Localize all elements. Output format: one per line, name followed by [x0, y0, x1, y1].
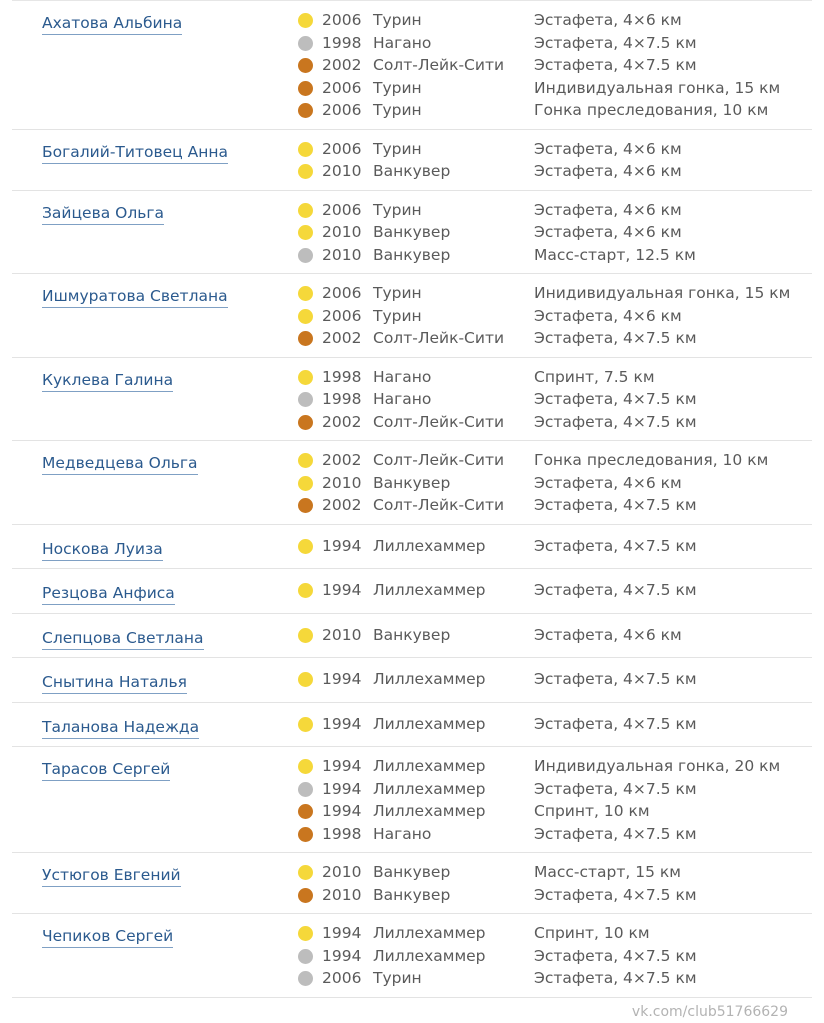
medal-year: 1994: [322, 714, 362, 733]
medal-city: Турин: [373, 306, 422, 325]
medal-row: [12, 305, 812, 328]
silver-medal-icon: [298, 971, 313, 986]
medal-city: Нагано: [373, 33, 432, 52]
bronze-medal-icon: [298, 888, 313, 903]
medal-list: [12, 922, 812, 990]
medal-year: 2002: [322, 496, 362, 514]
medal-list: [12, 199, 812, 267]
athlete-list: [12, 9, 812, 998]
medal-city: Лиллехаммер: [373, 946, 486, 965]
medal-row: [12, 800, 812, 823]
medal-list: [12, 9, 812, 122]
medal-event: Спринт, 7.5 км: [534, 367, 655, 386]
medal-row: [12, 668, 812, 691]
bronze-medal-icon: [298, 804, 313, 819]
gold-medal-icon: [298, 225, 313, 240]
medal-year: 2002: [322, 329, 362, 347]
athlete-block: [12, 614, 812, 659]
medal-city: Солт-Лейк-Сити: [373, 451, 505, 469]
athlete-block: [12, 191, 812, 275]
medal-year: 2006: [322, 200, 362, 219]
medal-year: 2002: [322, 56, 362, 74]
medal-event: Эстафета, 4×6 км: [534, 11, 682, 29]
medal-row: [12, 967, 812, 990]
bronze-medal-icon: [298, 498, 313, 513]
medal-year: 1998: [322, 824, 362, 843]
medal-row: [12, 411, 812, 434]
medal-year: 1998: [322, 390, 362, 408]
medal-year: 2002: [322, 412, 362, 431]
athlete-block: [12, 747, 812, 853]
medal-year: 2006: [322, 139, 362, 158]
athlete-name-link[interactable]: Тарасов Сергей: [42, 760, 170, 781]
medal-year: 1994: [322, 924, 362, 942]
gold-medal-icon: [298, 476, 313, 491]
medal-event: Эстафета, 4×7.5 км: [534, 824, 697, 843]
medal-city: Ванкувер: [373, 223, 451, 241]
medal-year: 2006: [322, 101, 362, 119]
athlete-name-link[interactable]: Зайцева Ольга: [42, 204, 164, 225]
athlete-name-link[interactable]: Резцова Анфиса: [42, 584, 175, 605]
medal-event: Эстафета, 4×7.5 км: [534, 496, 697, 514]
medal-event: Эстафета, 4×7.5 км: [534, 329, 697, 347]
medal-city: Турин: [373, 101, 422, 119]
medal-list: [12, 624, 812, 647]
medal-row: [12, 624, 812, 647]
medal-event: Масс-старт, 15 км: [534, 863, 681, 881]
medal-event: Эстафета, 4×7.5 км: [534, 885, 697, 904]
medal-event: Эстафета, 4×7.5 км: [534, 56, 697, 74]
medal-list: [12, 579, 812, 602]
medal-year: 2010: [322, 625, 362, 644]
medal-row: [12, 535, 812, 558]
medal-city: Турин: [373, 200, 422, 219]
medal-event: Эстафета, 4×7.5 км: [534, 581, 697, 599]
gold-medal-icon: [298, 583, 313, 598]
medal-event: Эстафета, 4×7.5 км: [534, 33, 697, 52]
medal-event: Эстафета, 4×6 км: [534, 223, 682, 241]
medal-year: 2006: [322, 969, 362, 987]
medal-row: [12, 199, 812, 222]
medal-row: [12, 160, 812, 183]
medal-list: [12, 366, 812, 434]
bronze-medal-icon: [298, 827, 313, 842]
athlete-name-link[interactable]: Таланова Надежда: [42, 718, 199, 739]
medal-year: 2002: [322, 451, 362, 469]
silver-medal-icon: [298, 248, 313, 263]
medal-year: 1994: [322, 536, 362, 555]
athlete-block: [12, 9, 812, 130]
medal-year: 2006: [322, 78, 362, 97]
medal-year: 1998: [322, 33, 362, 52]
medal-event: Эстафета, 4×6 км: [534, 625, 682, 644]
medal-city: Ванкувер: [373, 162, 451, 180]
medal-year: 2010: [322, 473, 362, 492]
medal-city: Нагано: [373, 390, 432, 408]
medal-year: 1994: [322, 802, 362, 820]
medal-row: [12, 922, 812, 945]
medal-year: 1994: [322, 670, 362, 688]
silver-medal-icon: [298, 36, 313, 51]
medal-city: Солт-Лейк-Сити: [373, 496, 505, 514]
medal-row: [12, 861, 812, 884]
athlete-name-link[interactable]: Богалий-Титовец Анна: [42, 143, 228, 164]
medal-event: Масс-старт, 12.5 км: [534, 245, 696, 264]
medal-event: Эстафета, 4×6 км: [534, 306, 682, 325]
medal-row: [12, 54, 812, 77]
bronze-medal-icon: [298, 103, 313, 118]
medal-event: Индивидуальная гонка, 15 км: [534, 78, 781, 97]
athlete-name-link[interactable]: Ахатова Альбина: [42, 14, 182, 35]
gold-medal-icon: [298, 164, 313, 179]
medal-event: Эстафета, 4×6 км: [534, 139, 682, 158]
medal-row: [12, 579, 812, 602]
medal-city: Солт-Лейк-Сити: [373, 56, 505, 74]
medal-city: Лиллехаммер: [373, 714, 486, 733]
athlete-name-link[interactable]: Чепиков Сергей: [42, 927, 173, 948]
medal-city: Нагано: [373, 367, 432, 386]
medal-city: Ванкувер: [373, 625, 451, 644]
medal-city: Лиллехаммер: [373, 670, 486, 688]
medal-event: Эстафета, 4×7.5 км: [534, 536, 697, 555]
medal-row: [12, 327, 812, 350]
medal-row: [12, 494, 812, 517]
medal-row: [12, 388, 812, 411]
gold-medal-icon: [298, 865, 313, 880]
medal-city: Лиллехаммер: [373, 779, 486, 798]
medal-city: Турин: [373, 139, 422, 158]
medal-list: [12, 138, 812, 183]
medal-city: Лиллехаммер: [373, 536, 486, 555]
bronze-medal-icon: [298, 415, 313, 430]
athlete-name-link[interactable]: Снытина Наталья: [42, 673, 187, 694]
gold-medal-icon: [298, 453, 313, 468]
medal-city: Турин: [373, 969, 422, 987]
medal-year: 2010: [322, 885, 362, 904]
silver-medal-icon: [298, 949, 313, 964]
medal-row: [12, 449, 812, 472]
athlete-block: [12, 914, 812, 998]
gold-medal-icon: [298, 142, 313, 157]
athlete-block: [12, 358, 812, 442]
gold-medal-icon: [298, 717, 313, 732]
medal-list: [12, 755, 812, 845]
medal-list: [12, 282, 812, 350]
medal-year: 2006: [322, 284, 362, 302]
medal-row: [12, 282, 812, 305]
athlete-block: [12, 569, 812, 614]
medal-list: [12, 535, 812, 558]
medal-year: 1994: [322, 581, 362, 599]
medal-row: [12, 32, 812, 55]
top-divider: [12, 0, 812, 1]
medal-row: [12, 99, 812, 122]
gold-medal-icon: [298, 370, 313, 385]
athlete-name-link[interactable]: Носкова Луиза: [42, 540, 163, 561]
medal-event: Эстафета, 4×7.5 км: [534, 969, 697, 987]
medal-list: [12, 713, 812, 736]
athlete-name-link[interactable]: Куклева Галина: [42, 371, 173, 392]
medal-year: 2010: [322, 162, 362, 180]
medal-event: Спринт, 10 км: [534, 924, 650, 942]
gold-medal-icon: [298, 13, 313, 28]
athlete-name-link[interactable]: Слепцова Светлана: [42, 629, 204, 650]
medal-event: Гонка преследования, 10 км: [534, 451, 769, 469]
medal-row: [12, 778, 812, 801]
gold-medal-icon: [298, 759, 313, 774]
medal-event: Эстафета, 4×6 км: [534, 200, 682, 219]
silver-medal-icon: [298, 782, 313, 797]
gold-medal-icon: [298, 628, 313, 643]
athlete-block: [12, 441, 812, 525]
medal-city: Ванкувер: [373, 473, 451, 492]
medal-city: Солт-Лейк-Сити: [373, 412, 505, 431]
medal-event: Эстафета, 4×7.5 км: [534, 714, 697, 733]
medal-event: Эстафета, 4×7.5 км: [534, 412, 697, 431]
medal-event: Эстафета, 4×7.5 км: [534, 779, 697, 798]
medal-row: [12, 138, 812, 161]
medal-row: [12, 823, 812, 846]
medal-row: [12, 77, 812, 100]
gold-medal-icon: [298, 203, 313, 218]
gold-medal-icon: [298, 539, 313, 554]
medal-city: Лиллехаммер: [373, 757, 486, 775]
medal-row: [12, 945, 812, 968]
medal-city: Турин: [373, 11, 422, 29]
medal-year: 1994: [322, 757, 362, 775]
medal-city: Ванкувер: [373, 885, 451, 904]
medal-event: Спринт, 10 км: [534, 802, 650, 820]
gold-medal-icon: [298, 286, 313, 301]
gold-medal-icon: [298, 309, 313, 324]
medal-year: 1994: [322, 946, 362, 965]
medal-row: [12, 366, 812, 389]
medal-event: Эстафета, 4×7.5 км: [534, 946, 697, 965]
medal-year: 2010: [322, 223, 362, 241]
medal-event: Эстафета, 4×7.5 км: [534, 390, 697, 408]
gold-medal-icon: [298, 926, 313, 941]
medal-year: 2006: [322, 306, 362, 325]
medal-event: Эстафета, 4×6 км: [534, 162, 682, 180]
medal-city: Ванкувер: [373, 863, 451, 881]
medal-year: 2010: [322, 245, 362, 264]
medal-event: Инидивидуальная гонка, 15 км: [534, 284, 791, 302]
medal-year: 2006: [322, 11, 362, 29]
medal-event: Гонка преследования, 10 км: [534, 101, 769, 119]
medal-city: Лиллехаммер: [373, 581, 486, 599]
medal-row: [12, 9, 812, 32]
medal-row: [12, 472, 812, 495]
bronze-medal-icon: [298, 331, 313, 346]
medal-city: Турин: [373, 78, 422, 97]
medal-list: [12, 861, 812, 906]
medal-year: 2010: [322, 863, 362, 881]
medal-city: Лиллехаммер: [373, 924, 486, 942]
medal-row: [12, 244, 812, 267]
bronze-medal-icon: [298, 81, 313, 96]
medal-list: [12, 668, 812, 691]
watermark: vk.com/club51766629: [631, 1004, 788, 1020]
medal-event: Индивидуальная гонка, 20 км: [534, 757, 781, 775]
medal-row: [12, 221, 812, 244]
silver-medal-icon: [298, 392, 313, 407]
athlete-block: [12, 853, 812, 914]
medal-row: [12, 713, 812, 736]
medal-year: 1994: [322, 779, 362, 798]
athlete-name-link[interactable]: Медведцева Ольга: [42, 454, 198, 475]
medal-event: Эстафета, 4×7.5 км: [534, 670, 697, 688]
athlete-block: [12, 703, 812, 748]
gold-medal-icon: [298, 672, 313, 687]
athlete-block: [12, 658, 812, 703]
medal-list: [12, 449, 812, 517]
athlete-name-link[interactable]: Устюгов Евгений: [42, 866, 181, 887]
medal-year: 1998: [322, 367, 362, 386]
medal-row: [12, 884, 812, 907]
medal-city: Турин: [373, 284, 422, 302]
medal-city: Лиллехаммер: [373, 802, 486, 820]
medal-row: [12, 755, 812, 778]
medal-city: Ванкувер: [373, 245, 451, 264]
athlete-block: [12, 274, 812, 358]
medal-event: Эстафета, 4×6 км: [534, 473, 682, 492]
medal-city: Нагано: [373, 824, 432, 843]
athlete-block: [12, 130, 812, 191]
medal-city: Солт-Лейк-Сити: [373, 329, 505, 347]
athlete-block: [12, 525, 812, 570]
bronze-medal-icon: [298, 58, 313, 73]
athlete-name-link[interactable]: Ишмуратова Светлана: [42, 287, 228, 308]
